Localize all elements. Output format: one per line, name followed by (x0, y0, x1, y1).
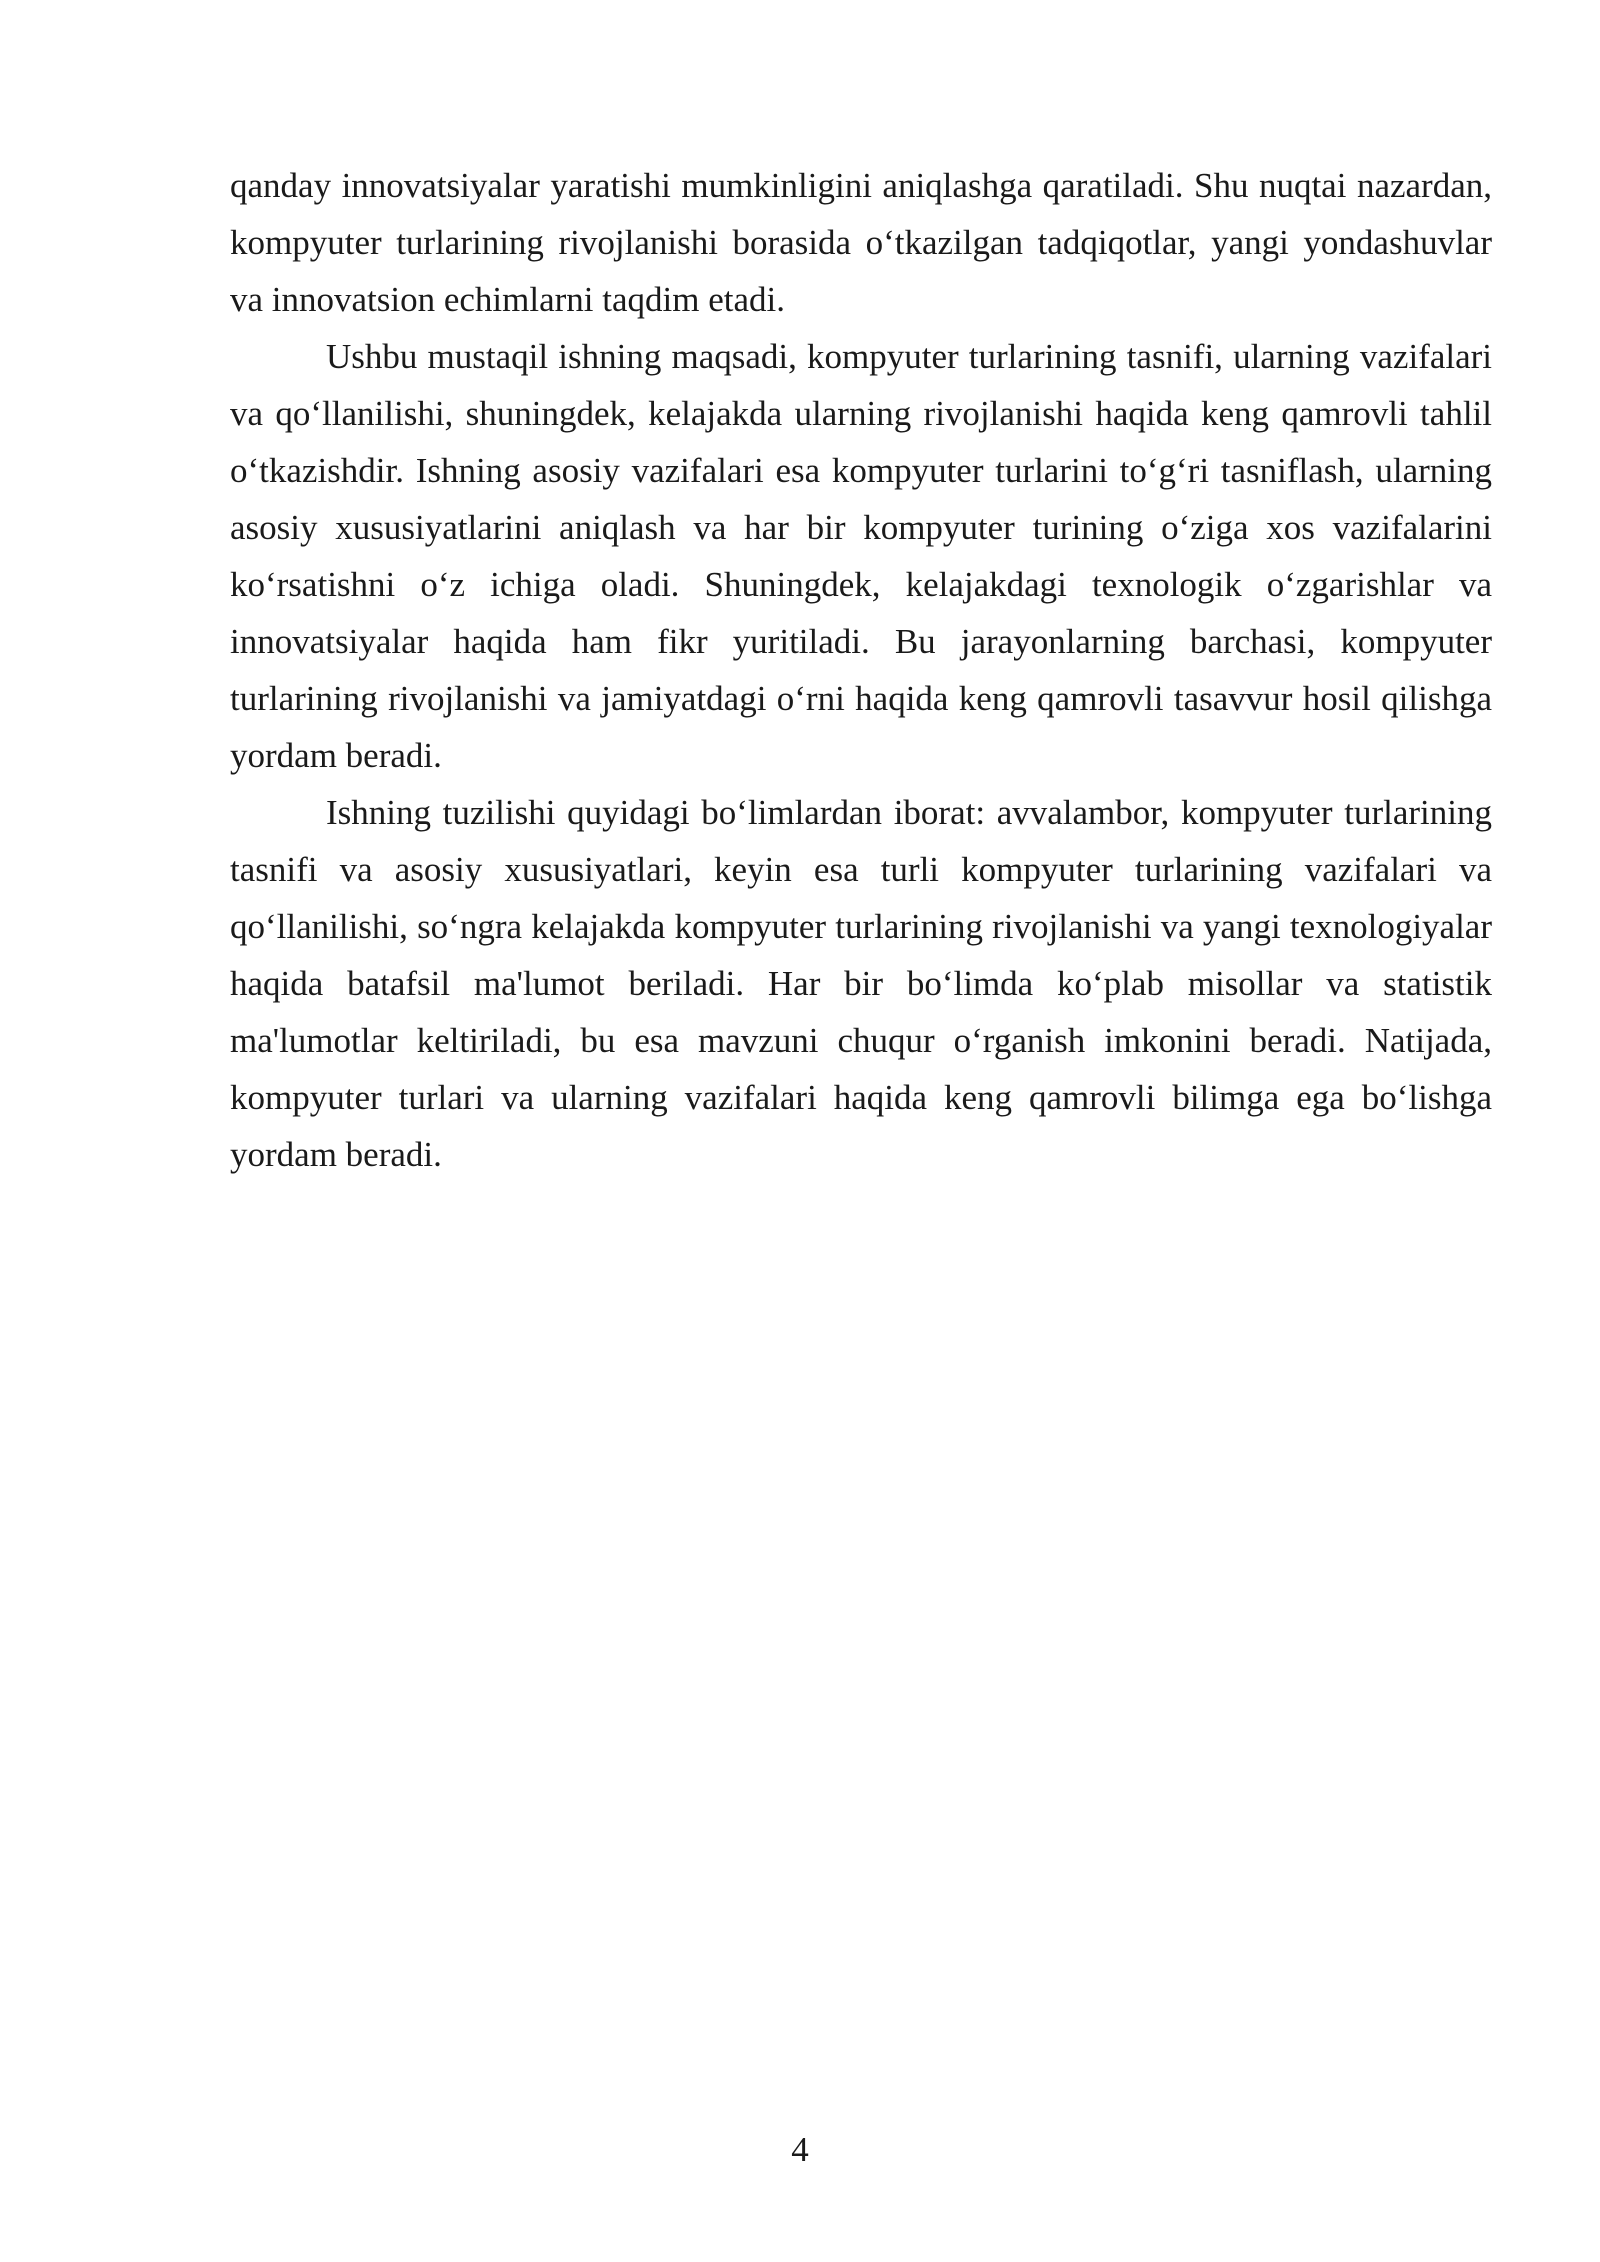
paragraph-purpose: Ushbu mustaqil ishning maqsadi, kompyuter turlarining tasnifi, ularning vazifalari va qo‘llanilishi, shuningdek, kelajakda ularning rivojlanishi haqida keng qamrovli tahlil o‘tkazishdir. Ishning asosiy vazifalari esa kompyuter turlarini to‘g‘ri tasniflash, ularning asosiy xususiyatlarini aniqlash va har bir kompyuter turining o‘ziga xos vazifalarini ko‘rsatishni o‘z ichiga oladi. Shuningdek, kelajakdagi texnologik o‘zgarishlar va innovatsiyalar haqida ham fikr yuritiladi. Bu jarayonlarning barchasi, kompyuter turlarining rivojlanishi va jamiyatdagi o‘rni haqida keng qamrovli tasavvur hosil qilishga yordam beradi. (230, 337, 1492, 775)
body-text (230, 157, 1492, 1183)
paragraph-continuation: qanday innovatsiyalar yaratishi mumkinligini aniqlashga qaratiladi. Shu nuqtai nazardan, kompyuter turlarining rivojlanishi borasida o‘tkazilgan tadqiqotlar, yangi yondashuvlar va innovatsion echimlarni taqdim etadi. (230, 166, 1492, 319)
paragraph-structure: Ishning tuzilishi quyidagi bo‘limlardan iborat: avvalambor, kompyuter turlarining tasnifi va asosiy xususiyatlari, keyin esa turli kompyuter turlarining vazifalari va qo‘llanilishi, so‘ngra kelajakda kompyuter turlarining rivojlanishi va yangi texnologiyalar haqida batafsil ma'lumot beriladi. Har bir bo‘limda ko‘plab misollar va statistik ma'lumotlar keltiriladi, bu esa mavzuni chuqur o‘rganish imkonini beradi. Natijada, kompyuter turlari va ularning vazifalari haqida keng qamrovli bilimga ega bo‘lishga yordam beradi. (230, 793, 1492, 1174)
page-number: 4 (791, 2130, 809, 2169)
